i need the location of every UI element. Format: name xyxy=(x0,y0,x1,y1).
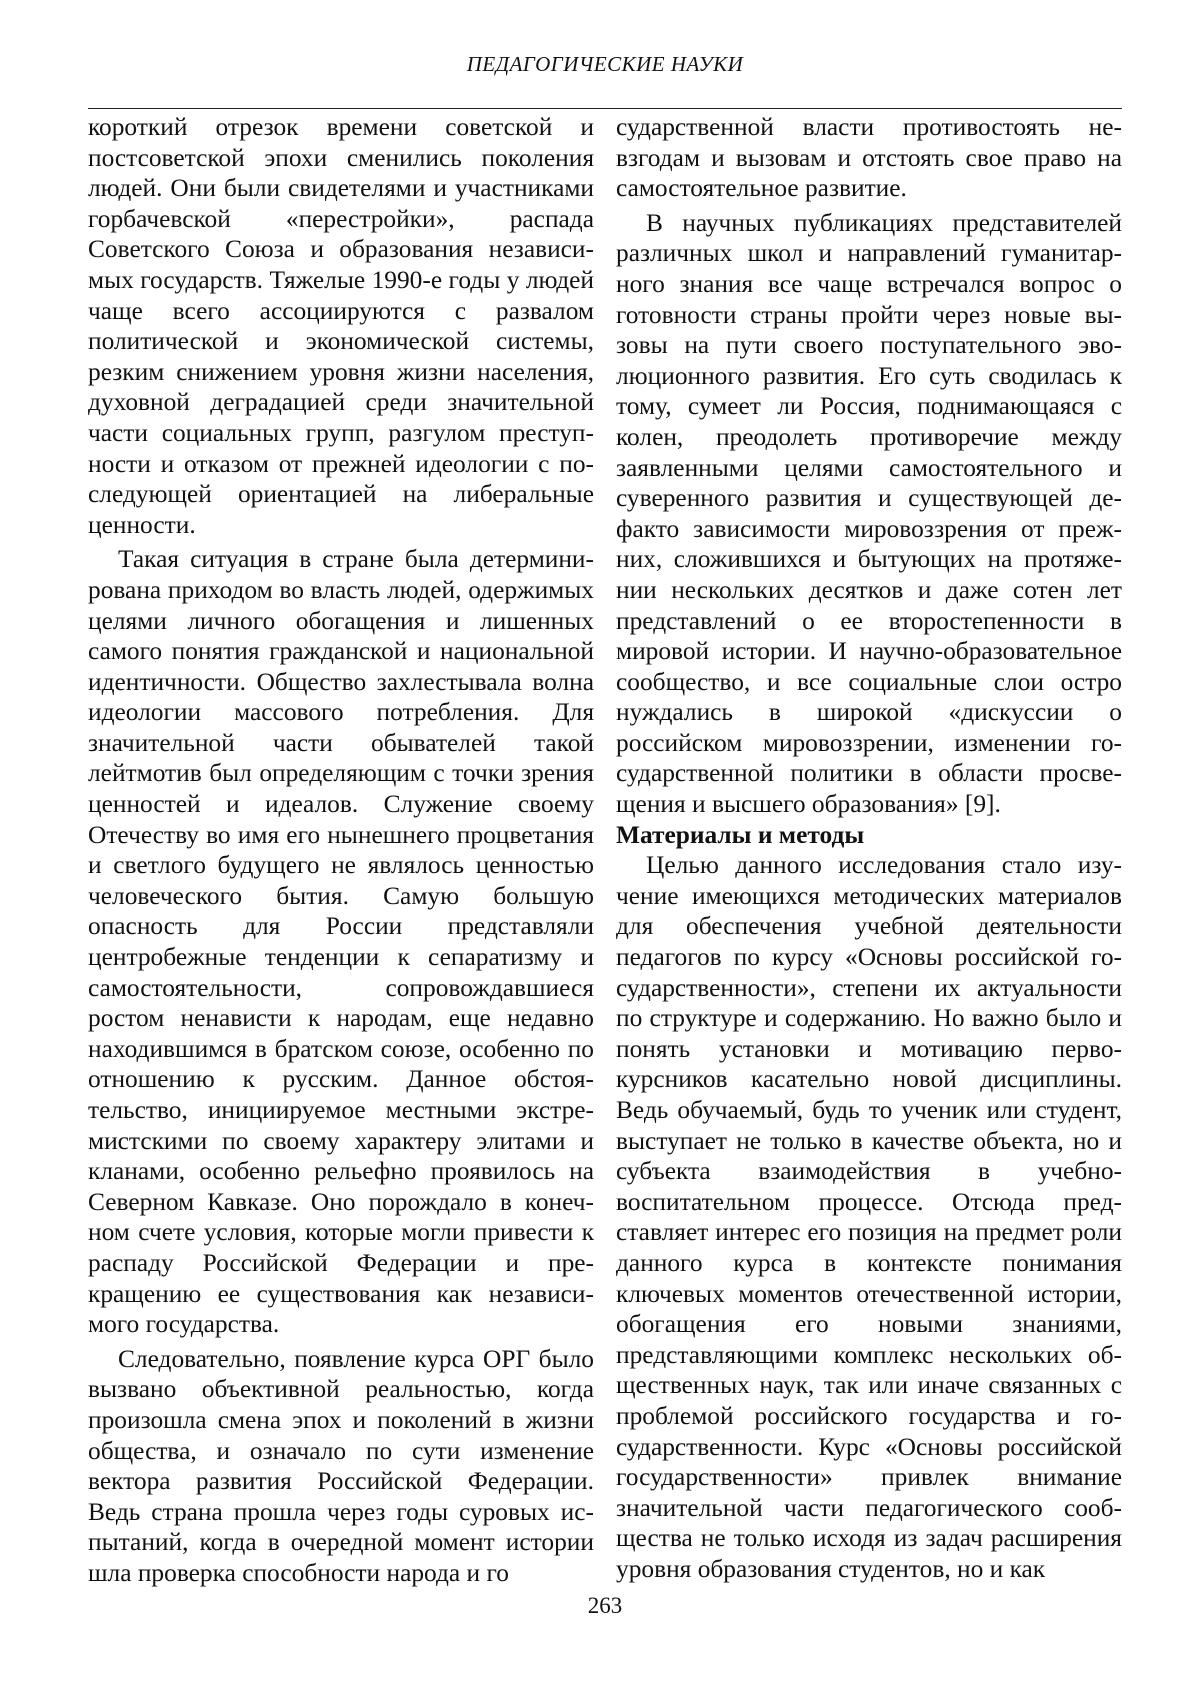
right-paragraph-2: В научных публикациях представителей различных школ и направлений гуманитарного знания все чаще встречался вопрос о готовности страны пройти через новые вызовы на пути своего поступательного эволюционного развития. Его суть сводилась к тому, сумеет ли Россия, поднимающаяся с колен, преодолеть противоречие между заявленными целями самостоятельного и суверенного развития и существующей дефакто зависимости мировоззрения от прежних, сложившихся и бытующих на протяжении нескольких десятков и даже сотен лет представлений о ее второстепенности в мировой истории. И научно-образовательное сообщество, и все социальные слои остро нуждались в широкой «дискуссии о российском мировоззрении, изменении государственной политики в области просвещения и высшего образования» [9]. xyxy=(616,208,1122,819)
left-column xyxy=(88,112,594,1589)
left-paragraph-2: Такая ситуация в стране была детерминирована приходом во власть людей, одержимых целями личного обогащения и лишенных самого понятия гражданской и национальной идентичности. Общество захлестывала волна идеологии массового потребления. Для значительной части обывателей такой лейтмотив был определяющим с точки зрения ценностей и идеалов. Служение своему Отечеству во имя его нынешнего процветания и светлого будущего не являлось ценностью человеческого бытия. Самую большую опасность для России представляли центробежные тенденции к сепаратизму и самостоятельности, сопровождавшиеся ростом ненависти к народам, еще недавно находившимся в братском союзе, особенно по отношению к русским. Данное обстоятельство, инициируемое местными экстремистскими по своему характеру элитами и кланами, особенно рельефно проявилось на Северном Кавказе. Оно порождало в конечном счете условия, которые могли привести к распаду Российской Федерации и прекращению ее существования как независимого государства. xyxy=(88,545,594,1339)
left-paragraph-3: Следовательно, появление курса ОРГ было вызвано объективной реальностью, когда произошла смена эпох и поколений в жизни общества, и означало по сути изменение вектора развития Российской Федерации. Ведь страна прошла через годы суровых испытаний, когда в очередной момент истории шла проверка способности народа и го xyxy=(88,1344,594,1587)
page-number: 263 xyxy=(587,1593,623,1618)
header-divider xyxy=(88,108,1122,109)
right-paragraph-1: сударственной власти противостоять невзгодам и вызовам и отстоять свое право на самостоятельное развитие. xyxy=(616,113,1122,203)
section-heading: Материалы и методы xyxy=(616,820,865,849)
running-header-title: ПЕДАГОГИЧЕСКИЕ НАУКИ xyxy=(466,52,744,76)
left-paragraph-1: короткий отрезок времени советской и постсоветской эпохи сменились поколения людей. Они были свидетелями и участниками горбачевской «перестройки», распада Советского Союза и образования независимых государств. Тяжелые 1990-е годы у людей чаще всего ассоциируются с развалом политической и экономической системы, резким снижением уровня жизни населения, духовной деградацией среди значительной части социальных групп, разгулом преступности и отказом от прежней идеологии с последующей ориентацией на либеральные ценности. xyxy=(88,113,594,539)
right-paragraph-3: Целью данного исследования стало изучение имеющихся методических материалов для обеспечения учебной деятельности педагогов по курсу «Основы российской государственности», степени их актуальности по структуре и содержанию. Но важно было и понять установки и мотивацию первокурсников касательно новой дисциплины. Ведь обучаемый, будь то ученик или студент, выступает не только в качестве объекта, но и субъекта взаимодействия в учебновоспитательном процессе. Отсюда представляет интерес его позиция на предмет роли данного курса в контексте понимания ключевых моментов отечественной истории, обогащения его новыми знаниями, представляющими комплекс нескольких общественных наук, так или иначе связанных с проблемой российского государства и государственности. Курс «Основы российской государственности» привлек внимание значительной части педагогического сообщества не только исходя из задач расширения уровня образования студентов, но и как xyxy=(616,851,1122,1583)
right-column xyxy=(616,112,1122,1585)
